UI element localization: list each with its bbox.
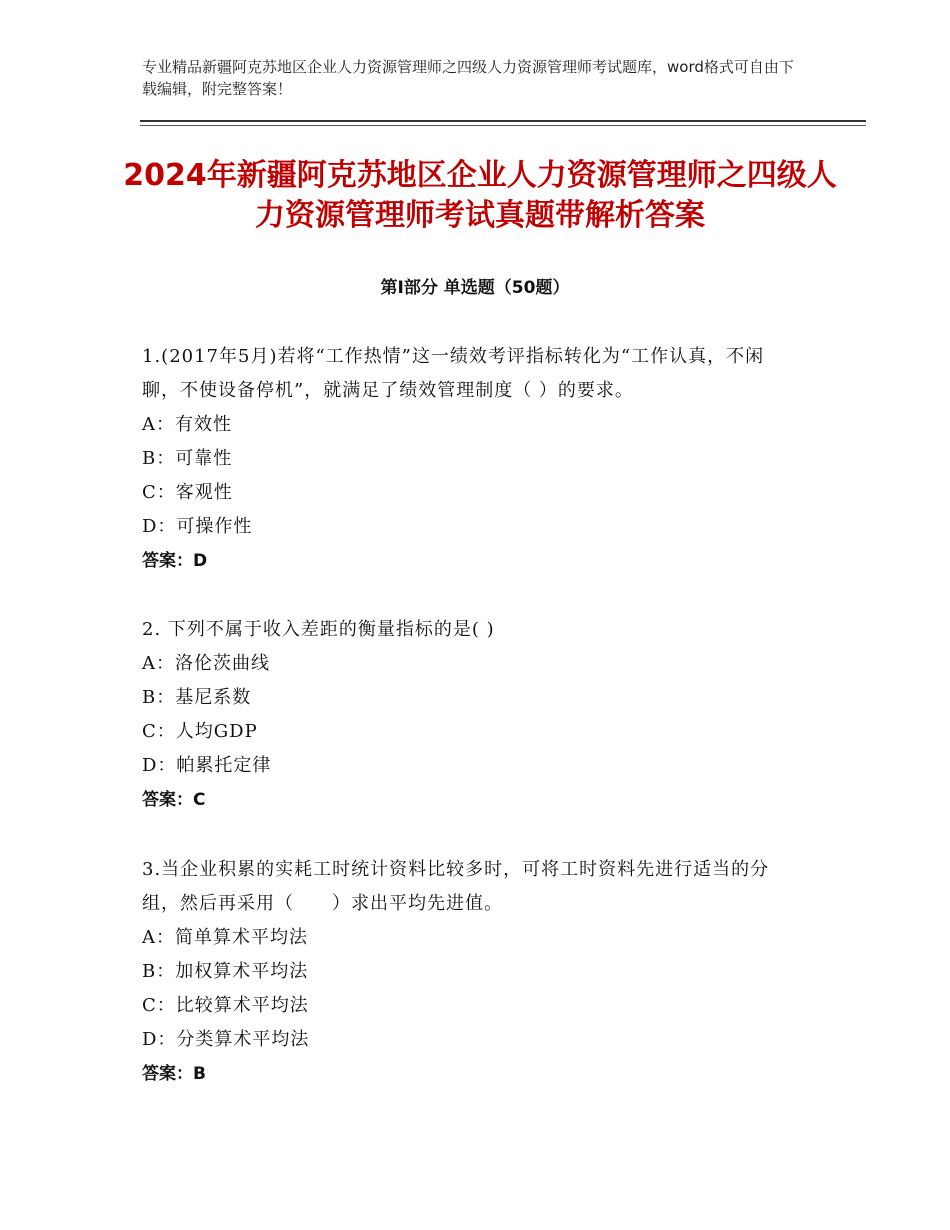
header-note: 专业精品新疆阿克苏地区企业人力资源管理师之四级人力资源管理师考试题库，word格式可自由下载编辑，附完整答案！ [142, 58, 794, 98]
option-b: B：加权算术平均法 [142, 961, 309, 982]
answer: 答案：C [142, 790, 206, 810]
question-stem: 2. 下列不属于收入差距的衡量指标的是( ) [142, 619, 495, 640]
option-a: A：洛伦茨曲线 [142, 653, 270, 674]
header-divider-thin [140, 125, 866, 126]
option-a: A：有效性 [142, 414, 232, 435]
option-c: C：客观性 [142, 482, 233, 503]
question-1 [142, 340, 802, 578]
question-stem: 3.当企业积累的实耗工时统计资料比较多时，可将工时资料先进行适当的分组，然后再采用（ ）求出平均先进值。 [142, 859, 770, 914]
question-2 [142, 613, 802, 817]
option-c: C：比较算术平均法 [142, 995, 309, 1016]
answer: 答案：D [142, 551, 208, 571]
option-b: B：可靠性 [142, 448, 233, 469]
option-d: D：帕累托定律 [142, 755, 272, 776]
option-b: B：基尼系数 [142, 687, 252, 708]
question-stem: 1.(2017年5月)若将“工作热情”这一绩效考评指标转化为“工作认真，不闲聊，不使设备停机”，就满足了绩效管理制度（ ）的要求。 [142, 346, 765, 401]
section-heading: 第Ⅰ部分 单选题（50题） [380, 278, 570, 298]
question-3 [142, 853, 802, 1091]
document-title: 2024年新疆阿克苏地区企业人力资源管理师之四级人力资源管理师考试真题带解析答案 [123, 158, 837, 233]
option-c: C：人均GDP [142, 721, 258, 742]
option-d: D：可操作性 [142, 516, 253, 537]
header-divider-thick [140, 120, 866, 122]
option-d: D：分类算术平均法 [142, 1029, 310, 1050]
option-a: A：简单算术平均法 [142, 927, 308, 948]
answer: 答案：B [142, 1064, 206, 1084]
